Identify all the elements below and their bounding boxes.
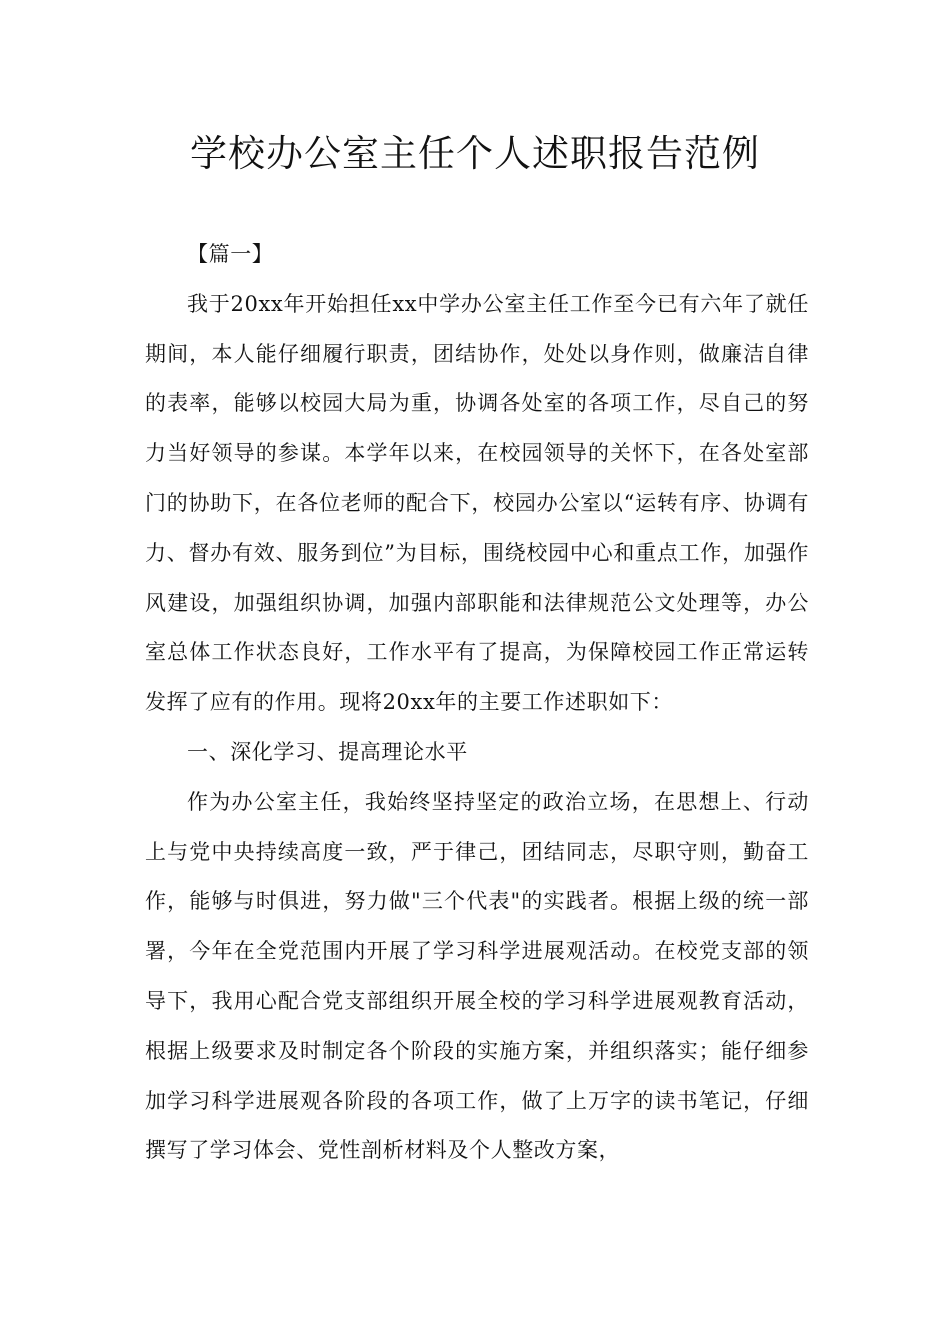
section-heading-1: 一、深化学习、提高理论水平	[187, 739, 468, 764]
paragraph-section-1: 作为办公室主任，我始终坚持坚定的政治立场，在思想上、行动上与党中央持续高度一致，严于律己，团结同志，尽职守则，勤奋工作，能够与时俱进，努力做"三个代表"的实践者。根据上级的统一部署，今年在全党范围内开展了学习科学进展观活动。在校党支部的领导下，我用心配合党支部组织开展全校的学习科学进展观教育活动，根据上级要求及时制定各个阶段的实施方案，并组织落实；能仔细参加学习科学进展观各阶段的各项工作，做了上万字的读书笔记，仔细撰写了学习体会、党性剖析材料及个人整改方案，	[145, 789, 809, 1163]
document-title: 学校办公室主任个人述职报告范例	[190, 132, 760, 175]
document-body	[145, 230, 809, 1176]
section-label: 【篇一】	[187, 242, 274, 266]
paragraph-intro: 我于20xx年开始担任xx中学办公室主任工作至今已有六年了就任期间，本人能仔细履行职责，团结协作，处处以身作则，做廉洁自律的表率，能够以校园大局为重，协调各处室的各项工作，尽自己的努力当好领导的参谋。本学年以来，在校园领导的关怀下，在各处室部门的协助下，在各位老师的配合下，校园办公室以“运转有序、协调有力、督办有效、服务到位”为目标，围绕校园中心和重点工作，加强作风建设，加强组织协调，加强内部职能和法律规范公文处理等，办公室总体工作状态良好，工作水平有了提高，为保障校园工作正常运转发挥了应有的作用。现将20xx年的主要工作述职如下：	[145, 291, 809, 715]
